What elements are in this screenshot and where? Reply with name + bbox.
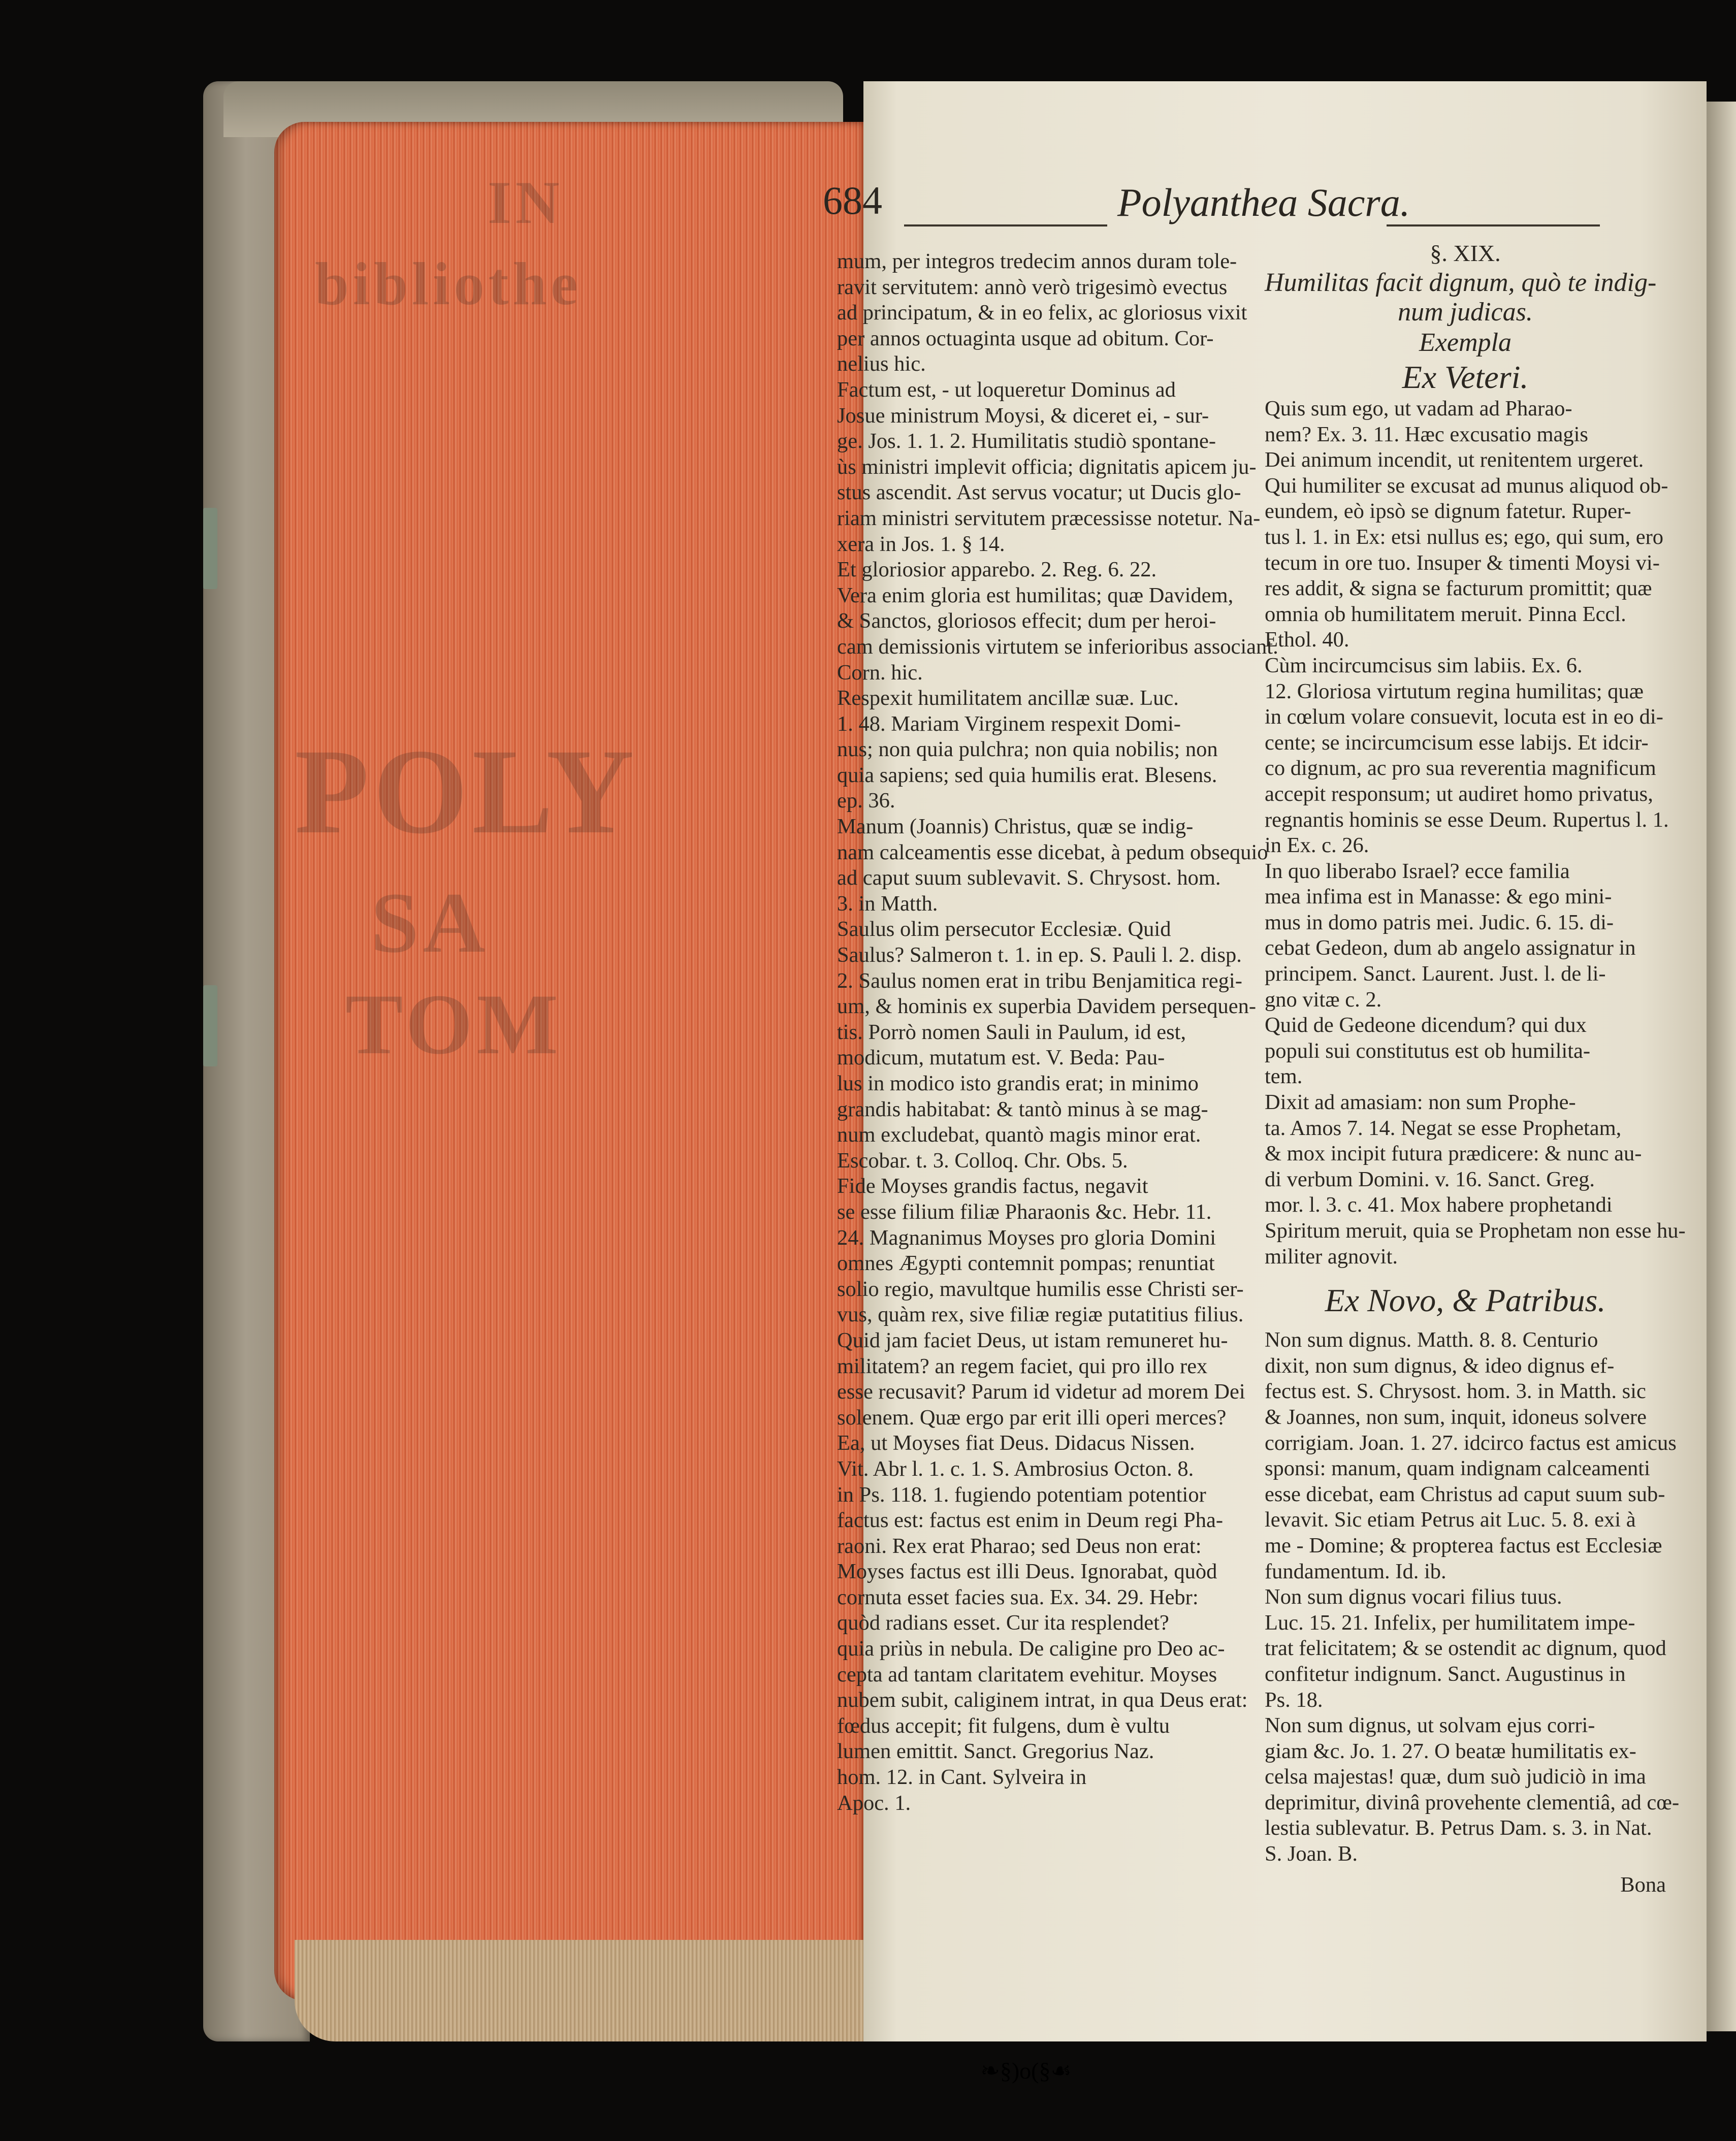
- facing-page-edge: [1707, 102, 1736, 2031]
- text-line: lumen emittit. Sanct. Gregorius Naz.: [837, 1739, 1154, 1764]
- text-line: esse dicebat, eam Christus ad caput suum sub-: [1265, 1482, 1665, 1506]
- text-line: lestia sublevatur. B. Petrus Dam. s. 3. in Nat.: [1265, 1816, 1652, 1840]
- page-number: 684: [823, 178, 882, 222]
- text-line: vus, quàm rex, sive filiæ regiæ putatitius filius.: [837, 1303, 1244, 1327]
- text-line: 3. in Matth.: [837, 891, 938, 916]
- text-line: confitetur indignum. Sanct. Augustinus in: [1265, 1662, 1626, 1686]
- text-line: giam &c. Jo. 1. 27. O beatæ humilitatis ex-: [1265, 1739, 1636, 1763]
- text-line: levavit. Sic etiam Petrus ait Luc. 5. 8. exi à: [1265, 1508, 1636, 1532]
- text-line: principem. Sanct. Laurent. Just. l. de li-: [1265, 962, 1606, 986]
- text-line: dixit, non sum dignus, & ideo dignus ef-: [1265, 1353, 1615, 1378]
- text-line: accepit responsum; ut audiret homo privatus,: [1265, 782, 1653, 806]
- text-line: In quo liberabo Israel? ecce familia: [1265, 859, 1570, 883]
- clasp-hinge: [203, 985, 217, 1066]
- text-line: Moyses factus est illi Deus. Ignorabat, quòd: [837, 1560, 1217, 1584]
- text-line: & Joannes, non sum, inquit, idoneus solvere: [1265, 1405, 1647, 1429]
- text-line: Factum est, - ut loqueretur Dominus ad: [837, 377, 1176, 402]
- text-line: tecum in ore tuo. Insuper & timenti Moysi vi-: [1265, 550, 1660, 575]
- text-line: Manum (Joannis) Christus, quæ se indig-: [837, 815, 1194, 839]
- text-line: modicum, mutatum est. V. Beda: Pau-: [837, 1046, 1165, 1070]
- text-line: celsa majestas! quæ, dum suò judiciò in ima: [1265, 1765, 1646, 1789]
- text-line: in Ex. c. 26.: [1265, 833, 1369, 858]
- text-line: per annos octuaginta usque ad obitum. Cor-: [837, 326, 1214, 350]
- spine-ghost-text: IN: [488, 169, 564, 236]
- text-line: Dixit ad amasiam: non sum Prophe-: [1265, 1090, 1576, 1115]
- text-line: tus l. 1. in Ex: etsi nullus es; ego, qui sum, ero: [1265, 525, 1664, 549]
- text-line: Respexit humilitatem ancillæ suæ. Luc.: [837, 686, 1179, 710]
- text-line: cam demissionis virtutem se inferioribus associant.: [837, 634, 1278, 659]
- text-line: Josue ministrum Moysi, & diceret ei, - sur-: [837, 403, 1209, 428]
- text-line: militer agnovit.: [1265, 1244, 1398, 1269]
- text-line: di verbum Domini. v. 16. Sanct. Greg.: [1265, 1167, 1595, 1191]
- text-line: mus in domo patris mei. Judic. 6. 15. di-: [1265, 910, 1614, 934]
- page-edges-bottom: [295, 1940, 863, 2041]
- text-line: Non sum dignus, ut solvam ejus corri-: [1265, 1713, 1595, 1738]
- text-line: trat felicitatem; & se ostendit ac dignum, quod: [1265, 1636, 1666, 1661]
- text-line: mor. l. 3. c. 41. Mox habere prophetandi: [1265, 1193, 1613, 1217]
- text-line: nelius hic.: [837, 352, 926, 376]
- text-line: 24. Magnanimus Moyses pro gloria Domini: [837, 1225, 1216, 1250]
- text-line: & mox incipit futura prædicere: & nunc au-: [1265, 1142, 1642, 1166]
- text-line: cepta ad tantam claritatem evehitur. Moyses: [837, 1662, 1217, 1686]
- text-line: co dignum, ac pro sua reverentia magnificum: [1265, 756, 1656, 781]
- running-head: [823, 178, 1635, 239]
- section-title: Humilitas facit dignum, quò te indig-: [1265, 268, 1657, 297]
- text-line: fundamentum. Id. ib.: [1265, 1559, 1446, 1583]
- text-line: lus in modico isto grandis erat; in minimo: [837, 1072, 1199, 1095]
- text-line: fœdus accepit; fit fulgens, dum è vultu: [837, 1713, 1170, 1738]
- text-line: nam calceamentis esse dicebat, à pedum obsequio: [837, 840, 1268, 864]
- text-line: riam ministri servitutem præcessisse notetur. Na-: [837, 506, 1261, 530]
- text-line: Non sum dignus vocari filius tuus.: [1265, 1585, 1562, 1609]
- text-line: Vera enim gloria est humilitas; quæ Davidem,: [837, 583, 1234, 607]
- text-line: um, & hominis ex superbia Davidem persequen-: [837, 994, 1257, 1019]
- running-title: Polyanthea Sacra.: [1117, 180, 1410, 224]
- spine-ghost-text: TOM: [345, 977, 563, 1072]
- text-line: Ethol. 40.: [1265, 628, 1349, 652]
- ex-novo-heading: Ex Novo, & Patribus.: [1325, 1282, 1606, 1319]
- text-line: militatem? an regem faciet, qui pro illo rex: [837, 1354, 1208, 1378]
- text-line: hom. 12. in Cant. Sylveira in: [837, 1765, 1087, 1790]
- text-line: Spiritum meruit, quia se Prophetam non esse hu-: [1265, 1219, 1686, 1243]
- section-number: §. XIX.: [1430, 240, 1501, 266]
- text-line: sponsi: manum, quam indignam calceamenti: [1265, 1456, 1650, 1481]
- text-line: eundem, eò ipsò se dignum fatetur. Ruper-: [1265, 499, 1631, 524]
- text-line: esse recusavit? Parum id videtur ad morem Dei: [837, 1380, 1245, 1404]
- text-line: 1. 48. Mariam Virginem respexit Domi-: [837, 711, 1181, 736]
- left-column: [837, 249, 1278, 1816]
- text-line: Ps. 18.: [1265, 1688, 1323, 1712]
- text-line: Qui humiliter se excusat ad munus aliquod ob-: [1265, 473, 1668, 498]
- text-line: me - Domine; & propterea factus est Ecclesiæ: [1265, 1533, 1662, 1558]
- text-line: ad caput suum sublevavit. S. Chrysost. hom.: [837, 866, 1221, 890]
- text-line: cente; se incircumcisum esse labijs. Et idcir-: [1265, 730, 1649, 755]
- text-line: regnantis hominis se esse Deum. Rupertus l. 1.: [1265, 807, 1669, 832]
- text-line: Ea, ut Moyses fiat Deus. Didacus Nissen.: [837, 1431, 1195, 1455]
- spine-ghost-text: POLY: [295, 724, 638, 859]
- text-line: cebat Gedeon, dum ab angelo assignatur in: [1265, 936, 1636, 960]
- clasp-hinge: [203, 508, 217, 589]
- text-line: raoni. Rex erat Pharao; sed Deus non erat:: [837, 1534, 1202, 1558]
- text-line: cornuta esset facies sua. Ex. 34. 29. Hebr:: [837, 1585, 1199, 1609]
- text-line: solenem. Quæ ergo par erit illi operi merces?: [837, 1405, 1227, 1430]
- text-line: res addit, & signa se facturum promittit; quæ: [1265, 576, 1652, 601]
- text-line: nus; non quia pulchra; non quia nobilis; non: [837, 737, 1218, 762]
- text-line: mea infima est in Manasse: & ego mini-: [1265, 885, 1612, 909]
- text-line: quia priùs in nebula. De caligine pro Deo ac-: [837, 1637, 1225, 1661]
- text-line: Quid de Gedeone dicendum? qui dux: [1265, 1013, 1587, 1037]
- tailpiece-ornament: ❧§)o(§☙: [980, 2058, 1072, 2084]
- text-line: tem.: [1265, 1064, 1303, 1089]
- text-line: S. Joan. B.: [1265, 1842, 1358, 1866]
- text-line: populi sui constitutus est ob humilita-: [1265, 1039, 1591, 1063]
- text-line: Fide Moyses grandis factus, negavit: [837, 1174, 1148, 1198]
- text-line: Saulus olim persecutor Ecclesiæ. Quid: [837, 917, 1171, 942]
- text-line: se esse filium filiæ Pharaonis &c. Hebr. 11.: [837, 1199, 1212, 1224]
- text-line: in cœlum volare consuevit, locuta est in eo di-: [1265, 705, 1663, 729]
- spine-ghost-text: SA: [371, 875, 490, 970]
- text-line: gno vitæ c. 2.: [1265, 987, 1382, 1012]
- text-line: nubem subit, caliginem intrat, in qua Deus erat:: [837, 1688, 1248, 1712]
- text-line: 12. Gloriosa virtutum regina humilitas; quæ: [1265, 679, 1644, 703]
- text-line: ravit servitutem: annò verò trigesimò evectus: [837, 275, 1228, 299]
- text-line: ta. Amos 7. 14. Negat se esse Prophetam,: [1265, 1116, 1622, 1140]
- text-line: Corn. hic.: [837, 660, 923, 685]
- right-block-novo: [1265, 1327, 1680, 1867]
- text-line: ge. Jos. 1. 1. 2. Humilitatis studiò spontane-: [837, 429, 1216, 453]
- text-line: Saulus? Salmeron t. 1. in ep. S. Pauli l. 2. disp.: [837, 943, 1242, 967]
- text-line: in Ps. 118. 1. fugiendo potentiam potentior: [837, 1482, 1206, 1507]
- exempla-heading: Exempla: [1419, 328, 1512, 357]
- text-line: fectus est. S. Chrysost. hom. 3. in Matth. sic: [1265, 1379, 1646, 1404]
- text-line: nem? Ex. 3. 11. Hæc excusatio magis: [1265, 422, 1588, 446]
- text-line: Dei animum incendit, ut renitentem urgeret.: [1265, 448, 1644, 472]
- head-rule: [1387, 224, 1600, 226]
- text-line: Non sum dignus. Matth. 8. 8. Centurio: [1265, 1328, 1598, 1352]
- text-line: Vit. Abr l. 1. c. 1. S. Ambrosius Octon. 8.: [837, 1456, 1194, 1481]
- text-line: grandis habitabat: & tantò minus à se mag-: [837, 1097, 1208, 1121]
- text-line: ep. 36.: [837, 789, 895, 813]
- text-line: solio regio, mavultque humilis esse Christi ser-: [837, 1277, 1244, 1301]
- text-line: tis. Porrò nomen Sauli in Paulum, id est,: [837, 1020, 1186, 1044]
- text-line: omnia ob humilitatem meruit. Pinna Eccl.: [1265, 602, 1626, 626]
- text-line: Quid jam faciet Deus, ut istam remuneret hu-: [837, 1328, 1228, 1352]
- text-line: omnes Ægypti contemnit pompas; renuntiat: [837, 1251, 1215, 1276]
- text-line: stus ascendit. Ast servus vocatur; ut Ducis glo-: [837, 480, 1241, 505]
- text-line: Luc. 15. 21. Infelix, per humilitatem impe-: [1265, 1610, 1635, 1635]
- text-line: 2. Saulus nomen erat in tribu Benjamitica regi-: [837, 968, 1242, 993]
- text-line: Escobar. t. 3. Colloq. Chr. Obs. 5.: [837, 1148, 1128, 1173]
- text-line: mum, per integros tredecim annos duram tole-: [837, 249, 1237, 273]
- text-line: xera in Jos. 1. § 14.: [837, 532, 1005, 556]
- text-line: Cùm incircumcisus sim labiis. Ex. 6.: [1265, 653, 1583, 677]
- text-line: factus est: factus est enim in Deum regi Pha-: [837, 1508, 1224, 1533]
- text-line: Quis sum ego, ut vadam ad Pharao-: [1265, 397, 1572, 420]
- text-line: num excludebat, quantò magis minor erat.: [837, 1123, 1201, 1147]
- text-line: Apoc. 1.: [837, 1791, 911, 1815]
- head-rule: [904, 224, 1107, 226]
- text-line: quòd radians esset. Cur ita resplendet?: [837, 1611, 1169, 1635]
- text-line: deprimitur, divinâ provehente clementiâ, ad cœ-: [1265, 1790, 1680, 1814]
- text-line: quia sapiens; sed quia humilis erat. Blesens.: [837, 763, 1217, 787]
- right-column: [1265, 239, 1686, 1898]
- section-title: num judicas.: [1398, 298, 1533, 327]
- text-line: ùs ministri implevit officia; dignitatis apicem ju-: [837, 455, 1257, 479]
- catchword: Bona: [1620, 1872, 1666, 1897]
- ex-veteri-heading: Ex Veteri.: [1402, 359, 1529, 395]
- text-line: Et gloriosior apparebo. 2. Reg. 6. 22.: [837, 558, 1157, 582]
- text-line: corrigiam. Joan. 1. 27. idcirco factus est amicus: [1265, 1431, 1677, 1455]
- right-block-veteri: [1265, 396, 1686, 1270]
- spine-ghost-text: bibliothe: [315, 250, 582, 317]
- text-line: & Sanctos, gloriosos effecit; dum per heroi-: [837, 609, 1216, 633]
- text-line: ad principatum, & in eo felix, ac gloriosus vixit: [837, 301, 1247, 325]
